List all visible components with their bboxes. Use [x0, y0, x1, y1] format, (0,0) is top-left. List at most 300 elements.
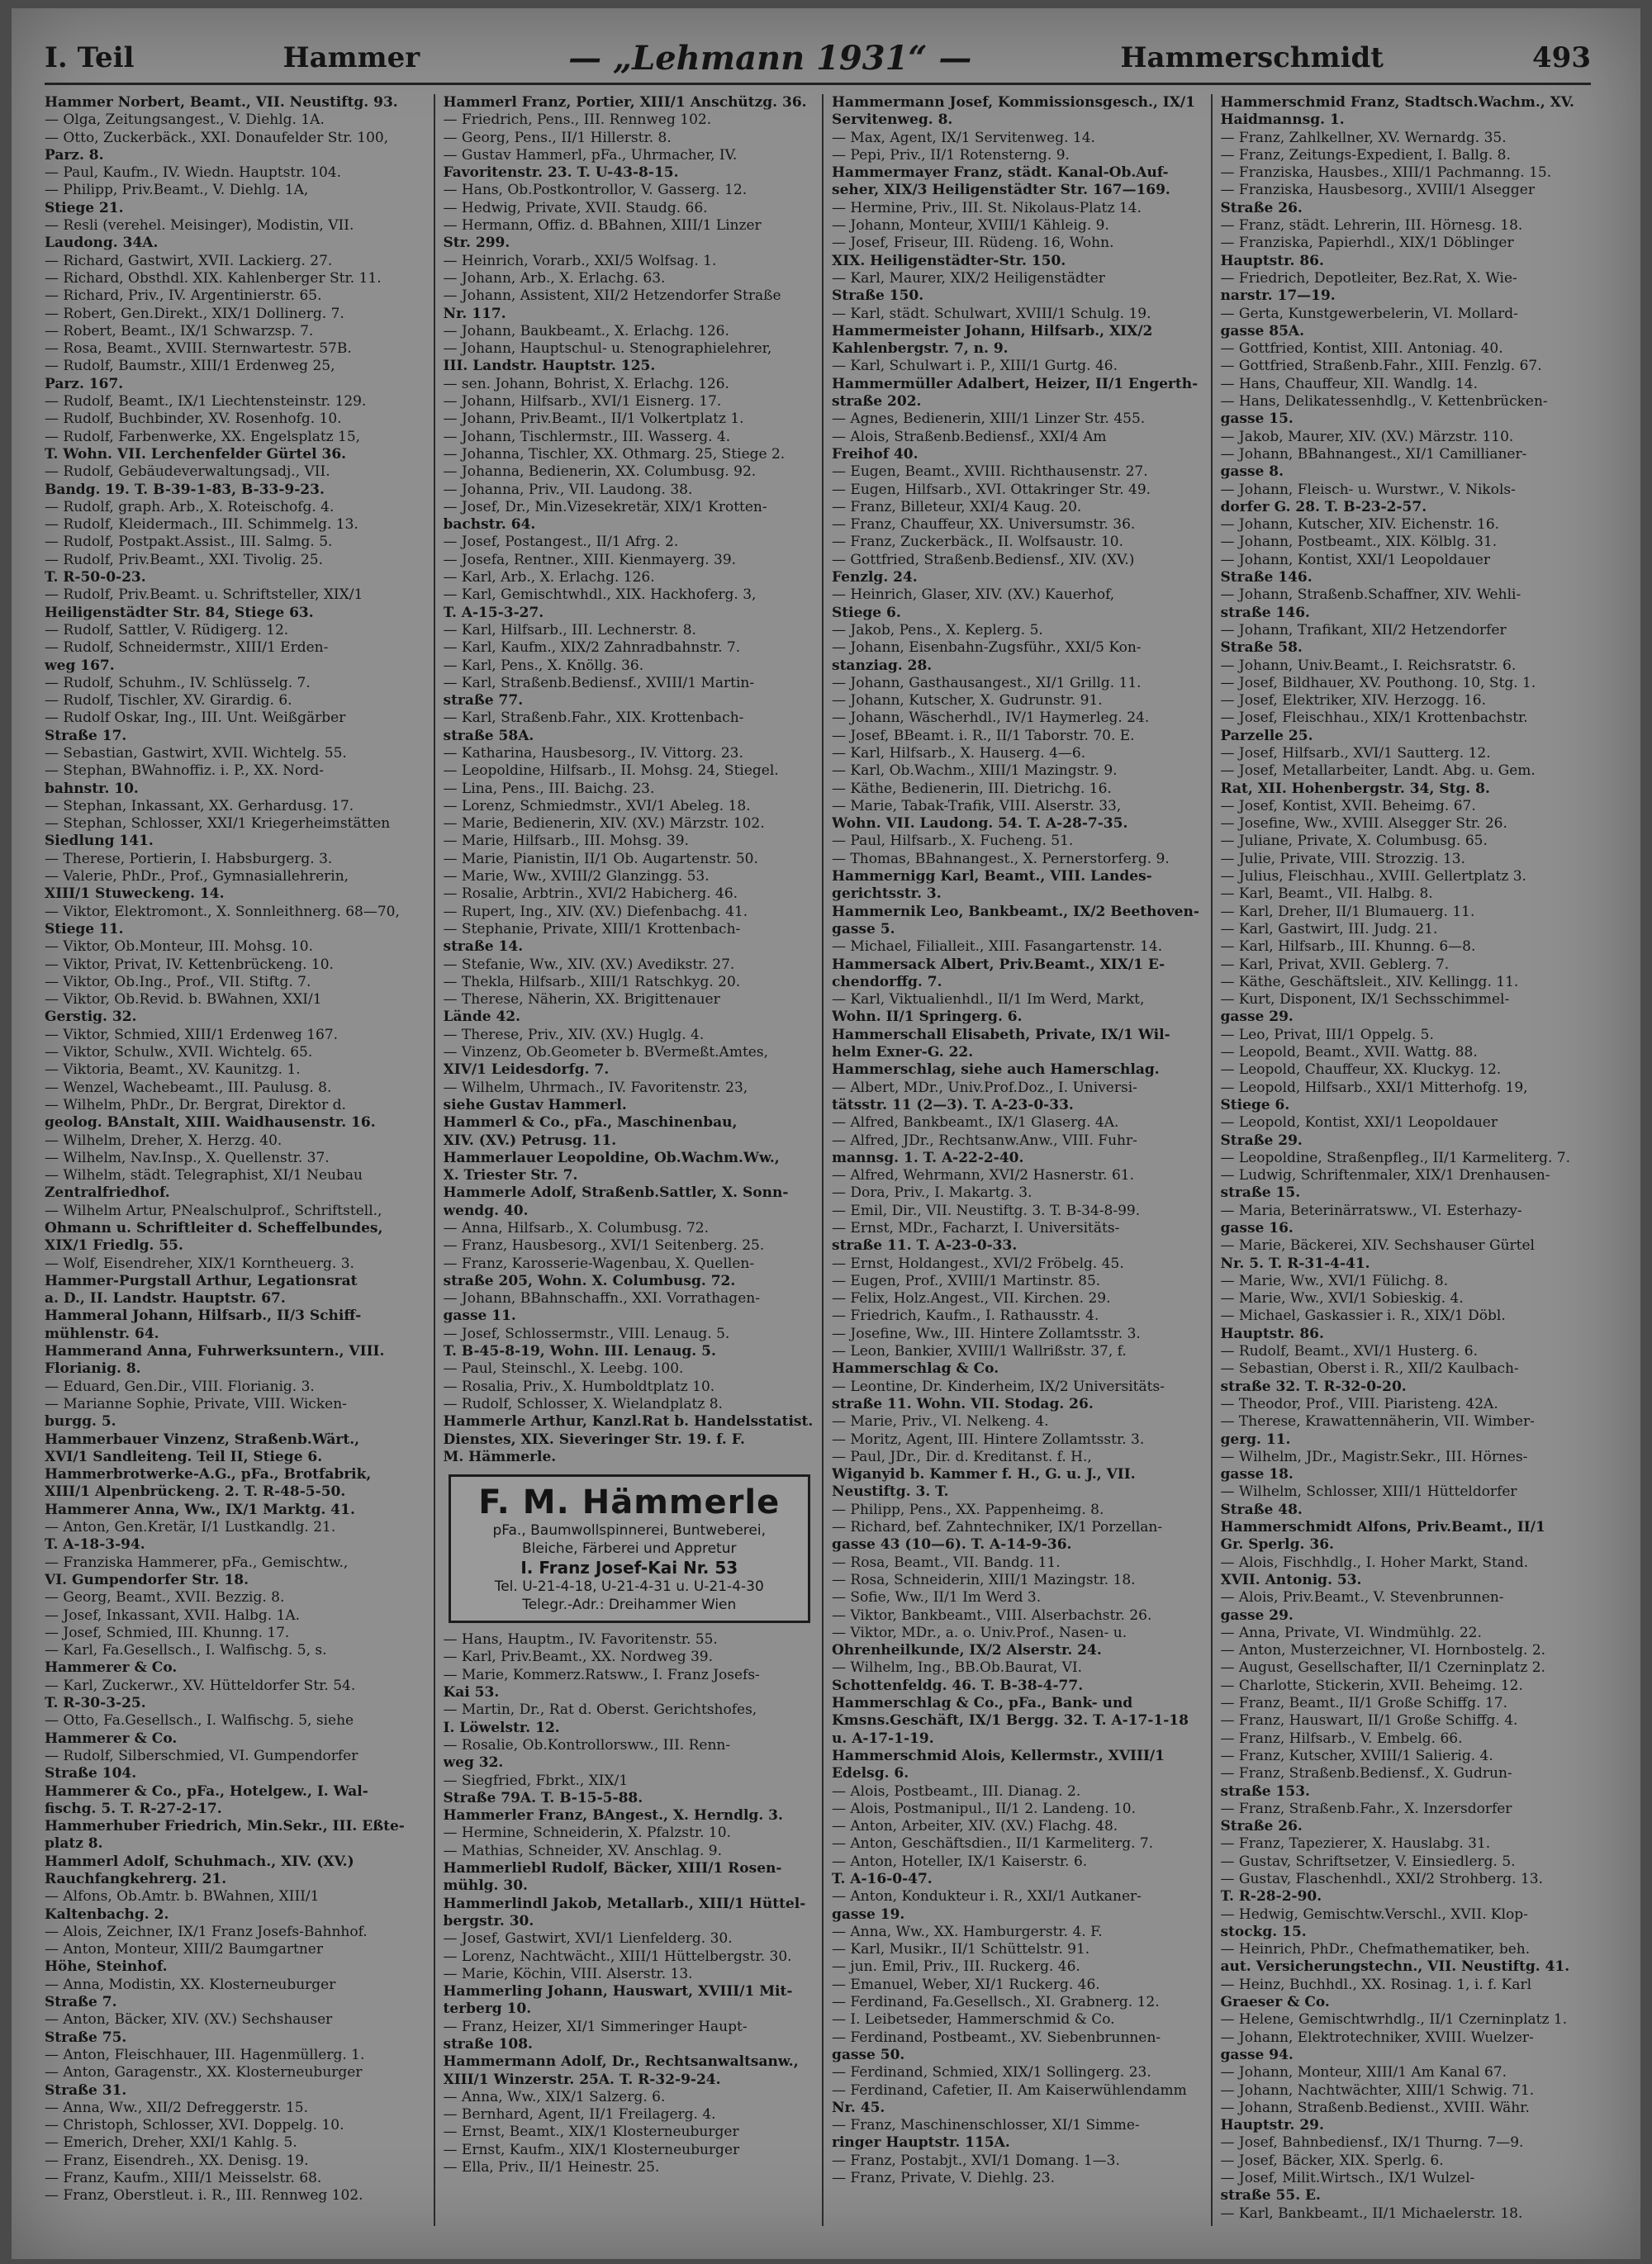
directory-entry: — Josef, Fleischhau., XIX/1 Krottenbachstr.: [1220, 710, 1528, 727]
directory-entry: — Johann, Straßenb.Schaffner, XIV. Wehli-: [1220, 586, 1521, 604]
directory-entry: X. Triester Str. 7.: [443, 1167, 578, 1184]
directory-entry: — Sofie, Ww., II/1 Im Werd 3.: [832, 1589, 1042, 1607]
directory-entry: — Rudolf, Baumstr., XIII/1 Erdenweg 25,: [45, 358, 335, 375]
directory-entry: — Marie, Kommerz.Ratsww., I. Franz Josefs-: [443, 1666, 760, 1683]
directory-entry: gasse 29.: [1220, 1607, 1294, 1624]
directory-entry: — Gottfried, Straßenb.Fahr., XIII. Fenzlg. 67.: [1220, 358, 1542, 375]
directory-entry: — Otto, Zuckerbäck., XXI. Donaufelder Str. 100,: [45, 129, 389, 146]
directory-entry: Hammerbrotwerke-A.G., pFa., Brotfabrik,: [45, 1466, 372, 1483]
directory-entry: gerichtsstr. 3.: [832, 885, 942, 903]
directory-entry: — Emil, Dir., VII. Neustiftg. 3. T. B-34-8-99.: [832, 1202, 1141, 1219]
directory-entry: — Moritz, Agent, III. Hintere Zollamtsstr. 3.: [832, 1431, 1145, 1448]
directory-entry: stanziag. 28.: [832, 657, 933, 674]
directory-entry: — Anton, Fleischhauer, III. Hagenmüllerg. 1.: [45, 2046, 365, 2063]
directory-entry: — Heinz, Buchhdl., XX. Rosinag. 1, i. f. Karl: [1220, 1976, 1532, 1993]
directory-entry: Hammermeister Johann, Hilfsarb., XIX/2: [832, 322, 1153, 339]
directory-entry: gasse 15.: [1220, 411, 1294, 428]
directory-entry: — Karl, Zuckerwr., XV. Hütteldorfer Str. 54.: [45, 1677, 356, 1694]
directory-entry: T. R-50-0-23.: [45, 569, 146, 586]
directory-entry: Freihof 40.: [832, 445, 919, 463]
directory-entry: — Ferdinand, Fa.Gesellsch., XI. Grabnerg. 12.: [832, 1994, 1160, 2011]
directory-entry: — Karl, Straßenb.Fahr., XIX. Krottenbach-: [443, 710, 744, 727]
directory-entry: Wiganyid b. Kammer f. H., G. u. J., VII.: [832, 1466, 1136, 1483]
directory-entry: — Gustav, Schriftsetzer, V. Einsiedlerg. 5.: [1220, 1853, 1516, 1870]
directory-entry: — Anton, Monteur, XIII/2 Baumgartner: [45, 1941, 323, 1958]
directory-entry: Hammerler Franz, BAngest., X. Herndlg. 3.: [443, 1807, 783, 1825]
directory-entry: — Emerich, Dreher, XXI/1 Kahlg. 5.: [45, 2134, 297, 2152]
directory-entry: — Leopold, Kontist, XXI/1 Leopoldauer: [1220, 1114, 1498, 1132]
directory-entry: Dienstes, XIX. Sieveringer Str. 19. f. F.: [443, 1431, 745, 1448]
directory-entry: Straße 104.: [45, 1765, 137, 1782]
directory-entry: Straße 79A. T. B-15-5-88.: [443, 1789, 643, 1806]
directory-entry: — Karl, Musikr., II/1 Schüttelstr. 91.: [832, 1941, 1090, 1958]
directory-entry: — Josef, Dr., Min.Vizesekretär, XIX/1 Krotten-: [443, 498, 767, 515]
directory-entry: — Anton, Musterzeichner, VI. Hornbostelg. 2.: [1220, 1642, 1546, 1659]
directory-entry: — Viktor, Ob.Monteur, III. Mohsg. 10.: [45, 938, 313, 956]
directory-entry: — Rosa, Beamt., VII. Bandg. 11.: [832, 1554, 1061, 1571]
directory-entry: Heiligenstädter Str. 84, Stiege 63.: [45, 604, 314, 621]
directory-entry: — Leon, Bankier, XVIII/1 Wallrißstr. 37, f.: [832, 1343, 1127, 1360]
directory-entry: — Viktor, Bankbeamt., VIII. Alserbachstr. 26.: [832, 1607, 1152, 1624]
directory-entry: — Leopoldine, Straßenpfleg., II/1 Karmeliterg. 7.: [1220, 1149, 1570, 1166]
directory-entry: — Stefanie, Ww., XIV. (XV.) Avedikstr. 27.: [443, 956, 735, 973]
directory-entry: — Rudolf, Tischler, XV. Girardig. 6.: [45, 692, 292, 710]
directory-entry: — Marie, Köchin, VIII. Alserstr. 13.: [443, 1965, 693, 1982]
directory-entry: — Eugen, Hilfsarb., XVI. Ottakringer Str. 49.: [832, 481, 1151, 498]
directory-entry: — Franz, Hausbesorg., XVI/1 Seitenberg. 25.: [443, 1237, 765, 1255]
directory-entry: — Franz, städt. Lehrerin, III. Hörnesg. 18.: [1220, 217, 1523, 235]
directory-entry: dorfer G. 28. T. B-23-2-57.: [1220, 498, 1427, 515]
directory-entry: — Richard, bef. Zahntechniker, IX/1 Porzellan-: [832, 1519, 1163, 1536]
directory-entry: — Karl, Bankbeamt., II/1 Michaelerstr. 18.: [1220, 2205, 1523, 2222]
directory-entry: — Leopold, Hilfsarb., XXI/1 Mitterhofg. 19,: [1220, 1079, 1528, 1096]
directory-entry: — Johann, Monteur, XIII/1 Am Kanal 67.: [1220, 2064, 1507, 2081]
directory-entry: straße 77.: [443, 692, 524, 710]
directory-entry: — Felix, Holz.Angest., VII. Kirchen. 29.: [832, 1290, 1111, 1308]
directory-entry: — Lorenz, Nachtwächt., XIII/1 Hüttelbergstr. 30.: [443, 1948, 792, 1965]
directory-entry: — Rudolf, Schneidermstr., XIII/1 Erden-: [45, 639, 329, 657]
directory-entry: — Rudolf, Sattler, V. Rüdigerg. 12.: [45, 621, 289, 638]
directory-entry: — Wilhelm, PhDr., Dr. Bergrat, Direktor d.: [45, 1096, 346, 1113]
directory-entry: — Therese, Näherin, XX. Brigittenauer: [443, 991, 720, 1009]
directory-entry: — Rudolf, Priv.Beamt. u. Schriftsteller, XIX/1: [45, 586, 363, 604]
directory-entry: Edelsg. 6.: [832, 1765, 909, 1782]
directory-entry: — Karl, Fa.Gesellsch., I. Walfischg. 5, s.: [45, 1642, 327, 1659]
directory-entry: — Rudolf, Schlosser, X. Wielandplatz 8.: [443, 1395, 723, 1412]
directory-entry: — Karl, Straßenb.Bediensf., XVIII/1 Martin-: [443, 674, 755, 691]
directory-entry: Stiege 11.: [45, 920, 124, 937]
directory-entry: — Josef, Schmied, III. Khunng. 17.: [45, 1624, 290, 1641]
directory-entry: gasse 94.: [1220, 2046, 1294, 2063]
directory-entry: — Johann, Hauptschul- u. Stenographielehrer,: [443, 340, 772, 358]
directory-entry: — Leopold, Beamt., XVII. Wattg. 88.: [1220, 1044, 1478, 1061]
directory-entry: — Karl, Schulwart i. P., XIII/1 Gurtg. 46.: [832, 358, 1118, 375]
directory-entry: chendorffg. 7.: [832, 973, 942, 990]
directory-page: [12, 8, 1640, 2259]
directory-entry: Straße 58.: [1220, 639, 1303, 657]
directory-entry: — Heinrich, Glaser, XIV. (XV.) Kauerhof,: [832, 586, 1115, 604]
directory-entry: — Johann, Monteur, XVIII/1 Kähleig. 9.: [832, 217, 1109, 235]
directory-entry: — Johanna, Tischler, XX. Othmarg. 25, Stiege 2.: [443, 445, 786, 463]
directory-entry: — Josef, Kontist, XVII. Beheimg. 67.: [1220, 797, 1476, 814]
directory-entry: M. Hämmerle.: [443, 1448, 557, 1465]
directory-entry: terberg 10.: [443, 2001, 532, 2018]
directory-entry: Florianig. 8.: [45, 1360, 141, 1378]
directory-entry: — Karl, Hilfsarb., III. Khunng. 6—8.: [1220, 938, 1476, 956]
directory-entry: Hammerschlag, siehe auch Hamerschlag.: [832, 1061, 1160, 1079]
directory-entry: — Anton, Arbeiter, XIV. (XV.) Flachg. 48.: [832, 1818, 1118, 1835]
directory-entry: — Rudolf, Schuhm., IV. Schlüsselg. 7.: [45, 674, 311, 691]
directory-entry: XIII/1 Stuweckeng. 14.: [45, 885, 225, 903]
directory-entry: — Johann, Trafikant, XII/2 Hetzendorfer: [1220, 621, 1507, 638]
directory-entry: — Vinzenz, Ob.Geometer b. BVermeßt.Amtes,: [443, 1044, 768, 1061]
directory-entry: Hammerl Franz, Portier, XIII/1 Anschützg. 36.: [443, 94, 807, 111]
directory-entry: straße 32. T. R-32-0-20.: [1220, 1378, 1407, 1395]
directory-entry: Hammernik Leo, Bankbeamt., IX/2 Beethoven-: [832, 903, 1199, 920]
directory-entry: Stiege 21.: [45, 199, 124, 216]
directory-entry: — Ernst, MDr., Facharzt, I. Universitäts-: [832, 1220, 1120, 1236]
directory-entry: — Josef, Milit.Wirtsch., IX/1 Wulzel-: [1220, 2170, 1475, 2187]
directory-entry: — Franz, Straßenb.Bediensf., X. Gudrun-: [1220, 1765, 1512, 1782]
directory-entry: Straße 75.: [45, 2029, 127, 2046]
directory-entry: Stiege 6.: [1220, 1096, 1290, 1113]
directory-entry: — Josef, BBeamt. i. R., II/1 Taborstr. 70. E.: [832, 727, 1135, 744]
part-label: I. Teil: [45, 41, 135, 74]
directory-entry: — Stephan, Inkassant, XX. Gerhardusg. 17.: [45, 797, 354, 814]
directory-entry: — Josef, Friseur, III. Rüdeng. 16, Wohn.: [832, 235, 1114, 252]
directory-entry: — Franz, Zuckerbäck., II. Wolfsaustr. 10.: [832, 534, 1123, 551]
directory-entry: a. D., II. Landstr. Hauptstr. 67.: [45, 1290, 286, 1308]
directory-entry: — Johann, Kutscher, XIV. Eichenstr. 16.: [1220, 516, 1500, 534]
ad-title: F. M. Hämmerle: [478, 1483, 781, 1522]
directory-entry: — Leopold, Chauffeur, XX. Kluckyg. 12.: [1220, 1061, 1502, 1079]
directory-entry: — Karl, Gemischtwhdl., XIX. Hackhoferg. 3,: [443, 586, 757, 604]
directory-entry: Straße 48.: [1220, 1501, 1303, 1518]
directory-entry: T. A-15-3-27.: [443, 604, 544, 621]
directory-entry: XIII/1 Alpenbrückeng. 2. T. R-48-5-50.: [45, 1483, 346, 1501]
directory-entry: — Franz, Oberstleut. i. R., III. Rennweg 102.: [45, 2187, 363, 2205]
directory-entry: Parz. 8.: [45, 146, 104, 164]
directory-entry: — Viktor, Elektromont., X. Sonnleithnerg. 68—70,: [45, 903, 400, 920]
directory-entry: — Paul, Steinschl., X. Leebg. 100.: [443, 1360, 684, 1378]
directory-entry: gasse 5.: [832, 920, 895, 937]
directory-entry: — Johann, Kutscher, X. Gudrunstr. 91.: [832, 692, 1103, 710]
directory-entry: Wohn. II/1 Springerg. 6.: [832, 1009, 1023, 1026]
directory-entry: — Josef, Metallarbeiter, Landt. Abg. u. Gem.: [1220, 762, 1536, 780]
directory-entry: — Franziska, Papierhdl., XIX/1 Döblinger: [1220, 235, 1514, 252]
directory-entry: — Käthe, Geschäftsleit., XIV. Kellingg. 11.: [1220, 973, 1519, 990]
directory-entry: — Emanuel, Weber, XI/1 Ruckerg. 46.: [832, 1976, 1100, 1993]
directory-entry: — Johanna, Bedienerin, XX. Columbusg. 92.: [443, 463, 757, 481]
directory-entry: T. A-16-0-47.: [832, 1870, 933, 1887]
directory-entry: Hauptstr. 29.: [1220, 2117, 1324, 2134]
directory-entry: — Josef, Gastwirt, XVI/1 Lienfelderg. 30.: [443, 1930, 733, 1948]
directory-entry: — Helene, Gemischtwrhdlg., II/1 Czerninplatz 1.: [1220, 2011, 1568, 2029]
directory-entry: — Karl, Gastwirt, III. Judg. 21.: [1220, 920, 1438, 937]
directory-entry: — sen. Johann, Bohrist, X. Erlachg. 126.: [443, 375, 729, 392]
directory-entry: Straße 29.: [1220, 1132, 1303, 1149]
directory-entry: — Eugen, Prof., XVIII/1 Martinstr. 85.: [832, 1272, 1101, 1289]
directory-entry: — Julie, Private, VIII. Strozzig. 13.: [1220, 850, 1465, 867]
directory-entry: — Leopoldine, Hilfsarb., II. Mohsg. 24, Stiegel.: [443, 762, 779, 780]
directory-entry: — Franziska, Hausbesorg., XVIII/1 Alsegger: [1220, 182, 1535, 199]
directory-entry: — Viktoria, Beamt., XV. Kaunitzg. 1.: [45, 1061, 301, 1079]
directory-entry: — Hans, Ob.Postkontrollor, V. Gasserg. 12.: [443, 182, 748, 199]
directory-entry: — Alfred, Wehrmann, XVI/2 Hasnerstr. 61.: [832, 1167, 1134, 1184]
directory-entry: — Karl, Dreher, II/1 Blumauerg. 11.: [1220, 903, 1475, 920]
directory-entry: Nr. 5. T. R-31-4-41.: [1220, 1255, 1370, 1272]
directory-entry: — Sebastian, Gastwirt, XVII. Wichtelg. 55.: [45, 744, 347, 762]
directory-entry: — Franz, Maschinenschlosser, XI/1 Simme-: [832, 2117, 1140, 2134]
directory-entry: — Anna, Ww., XII/2 Defreggerstr. 15.: [45, 2099, 308, 2116]
directory-entry: — Johann, Tischlermstr., III. Wasserg. 4.: [443, 428, 731, 445]
directory-entry: — Lorenz, Schmiedmstr., XVI/1 Abeleg. 18.: [443, 797, 751, 814]
directory-entry: Kmsns.Geschäft, IX/1 Bergg. 32. T. A-17-1-18: [832, 1712, 1189, 1730]
directory-entry: fischg. 5. T. R-27-2-17.: [45, 1800, 222, 1817]
directory-entry: — Marie, Ww., XVI/1 Fülichg. 8.: [1220, 1272, 1449, 1289]
directory-entry: helm Exner-G. 22.: [832, 1044, 974, 1061]
directory-entry: Hammerschmid Alois, Kellermstr., XVIII/1: [832, 1747, 1165, 1764]
directory-entry: — Michael, Filialleit., XIII. Fasangartenstr. 14.: [832, 938, 1163, 956]
directory-entry: gasse 16.: [1220, 1220, 1294, 1236]
directory-entry: — Marie, Ww., XVIII/2 Glanzingg. 53.: [443, 868, 710, 885]
directory-entry: XVII. Antonig. 53.: [1220, 1571, 1362, 1588]
directory-entry: — Wilhelm, Schlosser, XIII/1 Hütteldorfer: [1220, 1483, 1517, 1501]
directory-entry: — Alfons, Ob.Amtr. b. BWahnen, XIII/1: [45, 1888, 320, 1906]
directory-entry: Hammermann Adolf, Dr., Rechtsanwaltsanw.,: [443, 2053, 799, 2071]
directory-entry: — jun. Emil, Priv., III. Ruckerg. 46.: [832, 1958, 1080, 1976]
directory-entry: Rauchfangkehrerg. 21.: [45, 1870, 227, 1887]
directory-entry: Hammerl & Co., pFa., Maschinenbau,: [443, 1114, 738, 1132]
directory-entry: Bandg. 19. T. B-39-1-83, B-33-9-23.: [45, 481, 325, 498]
directory-entry: — Hans, Chauffeur, XII. Wandlg. 14.: [1220, 375, 1479, 392]
directory-entry: — Wilhelm Artur, PNealschulprof., Schriftstell.,: [45, 1202, 382, 1219]
directory-entry: — Friedrich, Depotleiter, Bez.Rat, X. Wie-: [1220, 269, 1517, 287]
directory-entry: — Karl, Hilfsarb., III. Lechnerstr. 8.: [443, 621, 696, 638]
directory-entry: — Franz, Zeitungs-Expedient, I. Ballg. 8.: [1220, 146, 1511, 164]
directory-entry: — Maria, Beterinärratsww., VI. Esterhazy-: [1220, 1202, 1522, 1219]
directory-entry: — Johann, Postbeamt., XIX. Kölblg. 31.: [1220, 534, 1498, 551]
directory-entry: — Rosa, Beamt., XVIII. Sternwartestr. 57B.: [45, 340, 352, 358]
directory-entry: Hammerer Anna, Ww., IX/1 Marktg. 41.: [45, 1501, 355, 1518]
directory-entry: — Charlotte, Stickerin, XVII. Beheimg. 12.: [1220, 1677, 1523, 1694]
directory-entry: — Siegfried, Fbrkt., XIX/1: [443, 1772, 629, 1789]
directory-entry: — Marie, Tabak-Trafik, VIII. Alserstr. 33,: [832, 797, 1122, 814]
directory-entry: — Paul, Hilfsarb., X. Fucheng. 51.: [832, 833, 1074, 850]
directory-entry: — Therese, Portierin, I. Habsburgerg. 3.: [45, 850, 333, 867]
directory-entry: Straße 26.: [1220, 199, 1303, 216]
directory-entry: — Therese, Priv., XIV. (XV.) Huglg. 4.: [443, 1026, 705, 1043]
directory-entry: Gerstig. 32.: [45, 1009, 137, 1026]
directory-entry: straße 14.: [443, 938, 524, 956]
directory-entry: Kai 53.: [443, 1684, 500, 1702]
directory-entry: VI. Gumpendorfer Str. 18.: [45, 1571, 249, 1588]
directory-entry: burgg. 5.: [45, 1413, 116, 1431]
directory-entry: — Viktor, Schmied, XIII/1 Erdenweg 167.: [45, 1026, 339, 1043]
directory-entry: — Karl, Pens., X. Knöllg. 36.: [443, 657, 644, 674]
directory-entry: straße 146.: [1220, 604, 1310, 621]
directory-entry: Straße 31.: [45, 2081, 127, 2099]
directory-entry: — Alois, Postbeamt., III. Dianag. 2.: [832, 1782, 1081, 1800]
directory-entry: gerg. 11.: [1220, 1431, 1291, 1448]
ad-line-2: Bleiche, Färberei und Appretur: [522, 1540, 737, 1558]
directory-entry: Kaltenbachg. 2.: [45, 1906, 169, 1923]
directory-entry: — Alois, Straßenb.Bediensf., XXI/4 Am: [832, 428, 1107, 445]
ad-line-1: pFa., Baumwollspinnerei, Buntweberei,: [492, 1522, 766, 1540]
directory-entry: Hammernigg Karl, Beamt., VIII. Landes-: [832, 868, 1152, 885]
directory-entry: — Johann, Fleisch- u. Wurstwr., V. Nikols-: [1220, 481, 1516, 498]
directory-entry: — Jakob, Pens., X. Keplerg. 5.: [832, 621, 1043, 638]
directory-entry: — Viktor, MDr., a. o. Univ.Prof., Nasen- u.: [832, 1624, 1127, 1641]
directory-entry: tätsstr. 11 (2—3). T. A-23-0-33.: [832, 1096, 1074, 1113]
directory-entry: — Rudolf, graph. Arb., X. Roteischofg. 4.: [45, 498, 335, 515]
directory-entry: — Rosa, Schneiderin, XIII/1 Mazingstr. 18.: [832, 1571, 1136, 1588]
directory-entry: — Josef, Elektriker, XIV. Herzogg. 16.: [1220, 692, 1487, 710]
directory-entry: — Philipp, Pens., XX. Pappenheimg. 8.: [832, 1501, 1104, 1518]
directory-entry: — Johann, Wäscherhdl., IV/1 Haymerleg. 24.: [832, 710, 1150, 727]
directory-entry: Lände 42.: [443, 1009, 521, 1026]
directory-entry: — Franz, Tapezierer, X. Hauslabg. 31.: [1220, 1835, 1491, 1853]
directory-entry: ringer Hauptstr. 115A.: [832, 2134, 1010, 2152]
directory-entry: — Leo, Privat, III/1 Oppelg. 5.: [1220, 1026, 1434, 1043]
directory-entry: — Martin, Dr., Rat d. Oberst. Gerichtshofes,: [443, 1702, 757, 1719]
directory-entry: — Johann, Baukbeamt., X. Erlachg. 126.: [443, 322, 729, 339]
directory-entry: Hammer-Purgstall Arthur, Legationsrat: [45, 1272, 358, 1289]
directory-entry: Hammermüller Adalbert, Heizer, II/1 Engerth-: [832, 375, 1199, 392]
entry-columns: [45, 94, 1599, 2226]
directory-entry: Höhe, Steinhof.: [45, 1958, 168, 1976]
directory-entry: — Heinrich, PhDr., Chefmathematiker, beh.: [1220, 1941, 1531, 1958]
directory-entry: siehe Gustav Hammerl.: [443, 1096, 627, 1113]
directory-entry: — Gottfried, Kontist, XIII. Antoniag. 40.: [1220, 340, 1503, 358]
directory-entry: gasse 85A.: [1220, 322, 1305, 339]
directory-entry: — Anton, Garagenstr., XX. Klosterneuburger: [45, 2064, 363, 2081]
directory-entry: — Friedrich, Pens., III. Rennweg 102.: [443, 112, 712, 129]
directory-entry: — Franz, Hilfsarb., V. Embelg. 66.: [1220, 1730, 1463, 1747]
directory-entry: — Mathias, Schneider, XV. Anschlag. 9.: [443, 1842, 723, 1859]
directory-entry: — Viktor, Ob.Ing., Prof., VII. Stiftg. 7.: [45, 973, 311, 990]
directory-entry: XIV. (XV.) Petrusg. 11.: [443, 1132, 617, 1149]
directory-entry: — Karl, städt. Schulwart, XVIII/1 Schulg. 19.: [832, 305, 1151, 322]
directory-entry: — Michael, Gaskassier i. R., XIX/1 Döbl.: [1220, 1308, 1506, 1325]
ad-phone: Tel. U-21-4-18, U-21-4-31 u. U-21-4-30: [494, 1578, 764, 1596]
directory-entry: Hammerlindl Jakob, Metallarb., XIII/1 Hüttel-: [443, 1895, 806, 1912]
directory-entry: gasse 8.: [1220, 463, 1284, 481]
directory-entry: — Juliane, Private, X. Columbusg. 65.: [1220, 833, 1488, 850]
directory-entry: — Gustav, Flaschenhdl., XXI/2 Strohberg. 13.: [1220, 1870, 1544, 1887]
directory-entry: — Franz, Kutscher, XVIII/1 Salierig. 4.: [1220, 1747, 1493, 1764]
directory-entry: — Franz, Hauswart, II/1 Große Schiffg. 4.: [1220, 1712, 1518, 1730]
directory-entry: — Viktor, Privat, IV. Kettenbrückeng. 10.: [45, 956, 334, 973]
directory-entry: — Richard, Priv., IV. Argentinierstr. 65.: [45, 287, 322, 305]
directory-entry: — Eugen, Beamt., XVIII. Richthausenstr. 27.: [832, 463, 1148, 481]
directory-entry: — Alois, Fischhdlg., I. Hoher Markt, Stand.: [1220, 1554, 1529, 1571]
directory-entry: — Viktor, Ob.Revid. b. BWahnen, XXI/1: [45, 991, 322, 1009]
directory-entry: — Leontine, Dr. Kinderheim, IX/2 Universitäts-: [832, 1378, 1165, 1395]
directory-entry: bergstr. 30.: [443, 1912, 534, 1929]
directory-entry: Parzelle 25.: [1220, 727, 1313, 744]
directory-entry: — Wolf, Eisendreher, XIX/1 Korntheuerg. 3.: [45, 1255, 354, 1272]
directory-entry: Hammerschlag & Co.: [832, 1360, 999, 1378]
directory-entry: mühlg. 30.: [443, 1877, 528, 1895]
running-head-right: Hammerschmidt: [1120, 41, 1384, 74]
directory-entry: — Wilhelm, städt. Telegraphist, XI/1 Neubau: [45, 1167, 363, 1184]
directory-title: — „Lehmann 1931“ —: [568, 38, 972, 78]
directory-entry: — Richard, Obsthdl. XIX. Kahlenberger Str. 11.: [45, 269, 382, 287]
directory-entry: weg 32.: [443, 1754, 504, 1772]
directory-entry: straße 202.: [832, 393, 922, 411]
directory-entry: Wohn. VII. Laudong. 54. T. A-28-7-35.: [832, 815, 1128, 833]
directory-entry: — Johann, Kontist, XXI/1 Leopoldauer: [1220, 551, 1490, 568]
directory-entry: — Marie, Pianistin, II/1 Ob. Augartenstr. 50.: [443, 850, 758, 867]
directory-entry: — Max, Agent, IX/1 Servitenweg. 14.: [832, 129, 1095, 146]
directory-entry: — Karl, Maurer, XIX/2 Heiligenstädter: [832, 269, 1105, 287]
directory-entry: — Karl, Ob.Wachm., XIII/1 Mazingstr. 9.: [832, 762, 1118, 780]
directory-entry: — Alois, Postmanipul., II/1 2. Landeng. 10.: [832, 1800, 1136, 1817]
directory-entry: — Christoph, Schlosser, XVI. Doppelg. 10.: [45, 2117, 344, 2134]
column-4: [1211, 94, 1600, 2226]
directory-entry: — Rosalie, Arbtrin., XVI/2 Habicherg. 46.: [443, 885, 738, 903]
column-3: [822, 94, 1211, 2226]
directory-entry: — Alfred, Bankbeamt., IX/1 Glaserg. 4A.: [832, 1114, 1119, 1132]
directory-entry: mühlenstr. 64.: [45, 1325, 159, 1342]
directory-entry: — Olga, Zeitungsangest., V. Diehlg. 1A.: [45, 112, 325, 129]
directory-entry: — Wilhelm, Nav.Insp., X. Quellenstr. 37.: [45, 1149, 330, 1166]
directory-entry: Hammerle Arthur, Kanzl.Rat b. Handelsstatist.: [443, 1413, 814, 1431]
directory-entry: Hammerand Anna, Fuhrwerksuntern., VIII.: [45, 1343, 385, 1360]
directory-entry: bachstr. 64.: [443, 516, 536, 534]
directory-entry: — Josef, Bildhauer, XV. Pouthong. 10, Stg. 1.: [1220, 674, 1536, 691]
directory-entry: — Josef, Schlossermstr., VIII. Lenaug. 5.: [443, 1325, 730, 1342]
directory-entry: — Philipp, Priv.Beamt., V. Diehlg. 1A,: [45, 182, 309, 199]
directory-entry: — Thekla, Hilfsarb., XIII/1 Ratschkyg. 20.: [443, 973, 741, 990]
directory-entry: — Alois, Zeichner, IX/1 Franz Josefs-Bahnhof.: [45, 1923, 368, 1940]
directory-entry: — Gerta, Kunstgewerbelerin, VI. Mollard-: [1220, 305, 1518, 322]
column-2: [434, 94, 823, 2226]
directory-entry: platz 8.: [45, 1835, 103, 1853]
directory-entry: — Robert, Gen.Direkt., XIX/1 Dollinerg. 7.: [45, 305, 344, 322]
directory-entry: — Marie, Ww., XVI/1 Sobieskig. 4.: [1220, 1290, 1464, 1308]
directory-entry: — Franz, Kaufm., XIII/1 Meisselstr. 68.: [45, 2170, 322, 2187]
directory-entry: — Franz, Private, V. Diehlg. 23.: [832, 2170, 1055, 2187]
directory-entry: Hammerer & Co.: [45, 1730, 178, 1747]
directory-entry: Hammerle Adolf, Straßenb.Sattler, X. Sonn-: [443, 1184, 789, 1202]
directory-entry: Straße 26.: [1220, 1818, 1303, 1835]
directory-entry: Haidmannsg. 1.: [1220, 112, 1345, 129]
directory-entry: — Johann, Nachtwächter, XIII/1 Schwig. 71.: [1220, 2081, 1535, 2099]
directory-entry: — Viktor, Schulw., XVII. Wichtelg. 65.: [45, 1044, 313, 1061]
directory-entry: u. A-17-1-19.: [832, 1730, 934, 1747]
directory-entry: Straße 150.: [832, 287, 924, 305]
directory-entry: — Karl, Viktualienhdl., II/1 Im Werd, Markt,: [832, 991, 1145, 1009]
directory-entry: Ohmann u. Schriftleiter d. Scheffelbundes,: [45, 1220, 383, 1236]
directory-entry: — Franz, Straßenb.Fahr., X. Inzersdorfer: [1220, 1800, 1512, 1817]
directory-entry: — Anna, Modistin, XX. Klosterneuburger: [45, 1976, 336, 1993]
directory-entry: — Josef, Inkassant, XVII. Halbg. 1A.: [45, 1607, 301, 1624]
directory-entry: — Hans, Delikatessenhdlg., V. Kettenbrücken-: [1220, 393, 1548, 411]
directory-entry: — Thomas, BBahnangest., X. Pernerstorferg. 9.: [832, 850, 1170, 867]
directory-entry: — Josef, Bahnbediensf., IX/1 Thurng. 7—9.: [1220, 2134, 1524, 2152]
directory-entry: Hammerhuber Friedrich, Min.Sekr., III. Eßte-: [45, 1818, 405, 1835]
directory-entry: — Stephan, Schlosser, XXI/1 Kriegerheimstätten: [45, 815, 391, 833]
directory-entry: Gr. Sperlg. 36.: [1220, 1536, 1334, 1554]
directory-entry: — Theodor, Prof., VIII. Piaristeng. 42A.: [1220, 1395, 1498, 1412]
directory-entry: Hammerschlag & Co., pFa., Bank- und: [832, 1695, 1133, 1712]
directory-entry: — Heinrich, Vorarb., XXI/5 Wolfsag. 1.: [443, 252, 717, 269]
directory-entry: — Josef, Bäcker, XIX. Sperlg. 6.: [1220, 2152, 1444, 2169]
directory-entry: — Ella, Priv., II/1 Heinestr. 25.: [443, 2159, 660, 2176]
directory-entry: Hammerbauer Vinzenz, Straßenb.Wärt.,: [45, 1431, 360, 1448]
